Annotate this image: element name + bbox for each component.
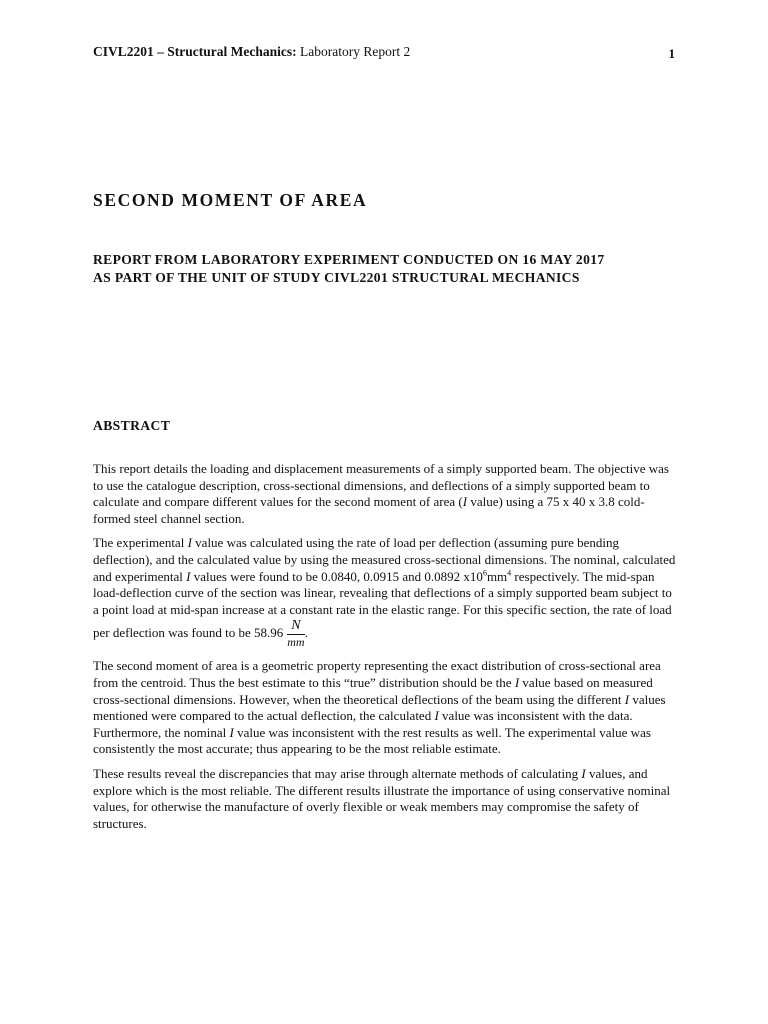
- p3-var-i-2: I: [624, 691, 630, 707]
- fraction-denominator: mm: [287, 635, 305, 650]
- p3-text-c: values mentioned were compared to the actual deflection, the calculated: [93, 691, 666, 724]
- abstract-body: [93, 461, 678, 840]
- subtitle-line-2: AS PART OF THE UNIT OF STUDY CIVL2201 STRUCTURAL MECHANICS: [93, 270, 580, 285]
- p1-text-b: value) using a 75 x 40 x 3.8 cold-formed steel channel section.: [93, 494, 645, 526]
- p2-var-i-2: I: [186, 568, 191, 584]
- p2-var-i-1: I: [187, 535, 192, 551]
- rate-fraction: [287, 618, 304, 650]
- p4-var-i-1: I: [581, 765, 586, 781]
- paragraph-2: [93, 535, 678, 650]
- document-subtitle: [93, 251, 693, 287]
- fraction-numerator: N: [287, 618, 304, 635]
- p3-text-b: value based on measured cross-sectional dimensions. However, when the theoretical deflections of the beam using the different: [93, 674, 653, 707]
- p3-var-i-3: I: [434, 708, 439, 724]
- course-code: CIVL2201 – Structural Mechanics:: [93, 44, 297, 59]
- report-name: Laboratory Report 2: [299, 44, 411, 59]
- p3-text-e: value was inconsistent with the rest results as well. The experimental value was consistently the most accurate; thus appearing to be the most reliable estimate.: [93, 724, 651, 757]
- p2-text-b: value was calculated using the rate of load per deflection (assuming pure bending deflection), and the calculated value by using the measured cross-sectional dimensions. The nominal, calculated and experimental: [93, 535, 676, 584]
- p4-text-b: values, and explore which is the most reliable. The different results illustrate the importance of using conservative nominal values, for otherwise the manufacture of overly flexible or weak members may compromise the safety of structures.: [93, 765, 671, 831]
- p2-exponent-1: 6: [482, 568, 487, 578]
- paragraph-1: [93, 461, 678, 527]
- paragraph-4: [93, 766, 678, 832]
- p3-text-d: value was inconsistent with the data. Furthermore, the nominal: [93, 708, 633, 740]
- paragraph-3: [93, 658, 678, 758]
- document-title: SECOND MOMENT OF AREA: [93, 190, 368, 210]
- p2-unit: mm: [486, 568, 508, 584]
- p3-var-i-1: I: [514, 674, 520, 690]
- p2-text-d: respectively. The mid-span load-deflection curve of the section was linear, revealing that deflections of a simply supported beam subject to a point load at mid-span increase at a constant rate in the elastic range. For this specific section, the rate of load per deflection was found to be 58.96: [93, 568, 672, 641]
- p2-exponent-2: 4: [507, 568, 512, 578]
- p4-text-a: These results reveal the discrepancies that may arise through alternate methods of calculating: [93, 765, 582, 781]
- p3-var-i-4: I: [229, 724, 234, 740]
- p1-text-a: This report details the loading and displacement measurements of a simply supported beam. The objective was to use the catalogue description, cross-sectional dimensions, and deflections of a simply supported beam to calculate and compare different values for the second moment of area (: [93, 461, 669, 510]
- p2-text-a: The experimental: [93, 535, 188, 551]
- page-number: 1: [668, 46, 675, 61]
- p2-text-c: values were found to be 0.0840, 0.0915 and 0.0892 x10: [190, 568, 483, 584]
- subtitle-line-1: REPORT FROM LABORATORY EXPERIMENT CONDUCTED ON 16 MAY 2017: [93, 252, 605, 267]
- p3-text-a: The second moment of area is a geometric property representing the exact distribution of cross-sectional area from the centroid. Thus the best estimate to this “true” distribution should be the: [93, 658, 661, 690]
- abstract-heading: ABSTRACT: [93, 418, 171, 433]
- p2-end: .: [304, 625, 308, 641]
- p1-var-i: I: [462, 494, 468, 510]
- running-header: [93, 44, 675, 60]
